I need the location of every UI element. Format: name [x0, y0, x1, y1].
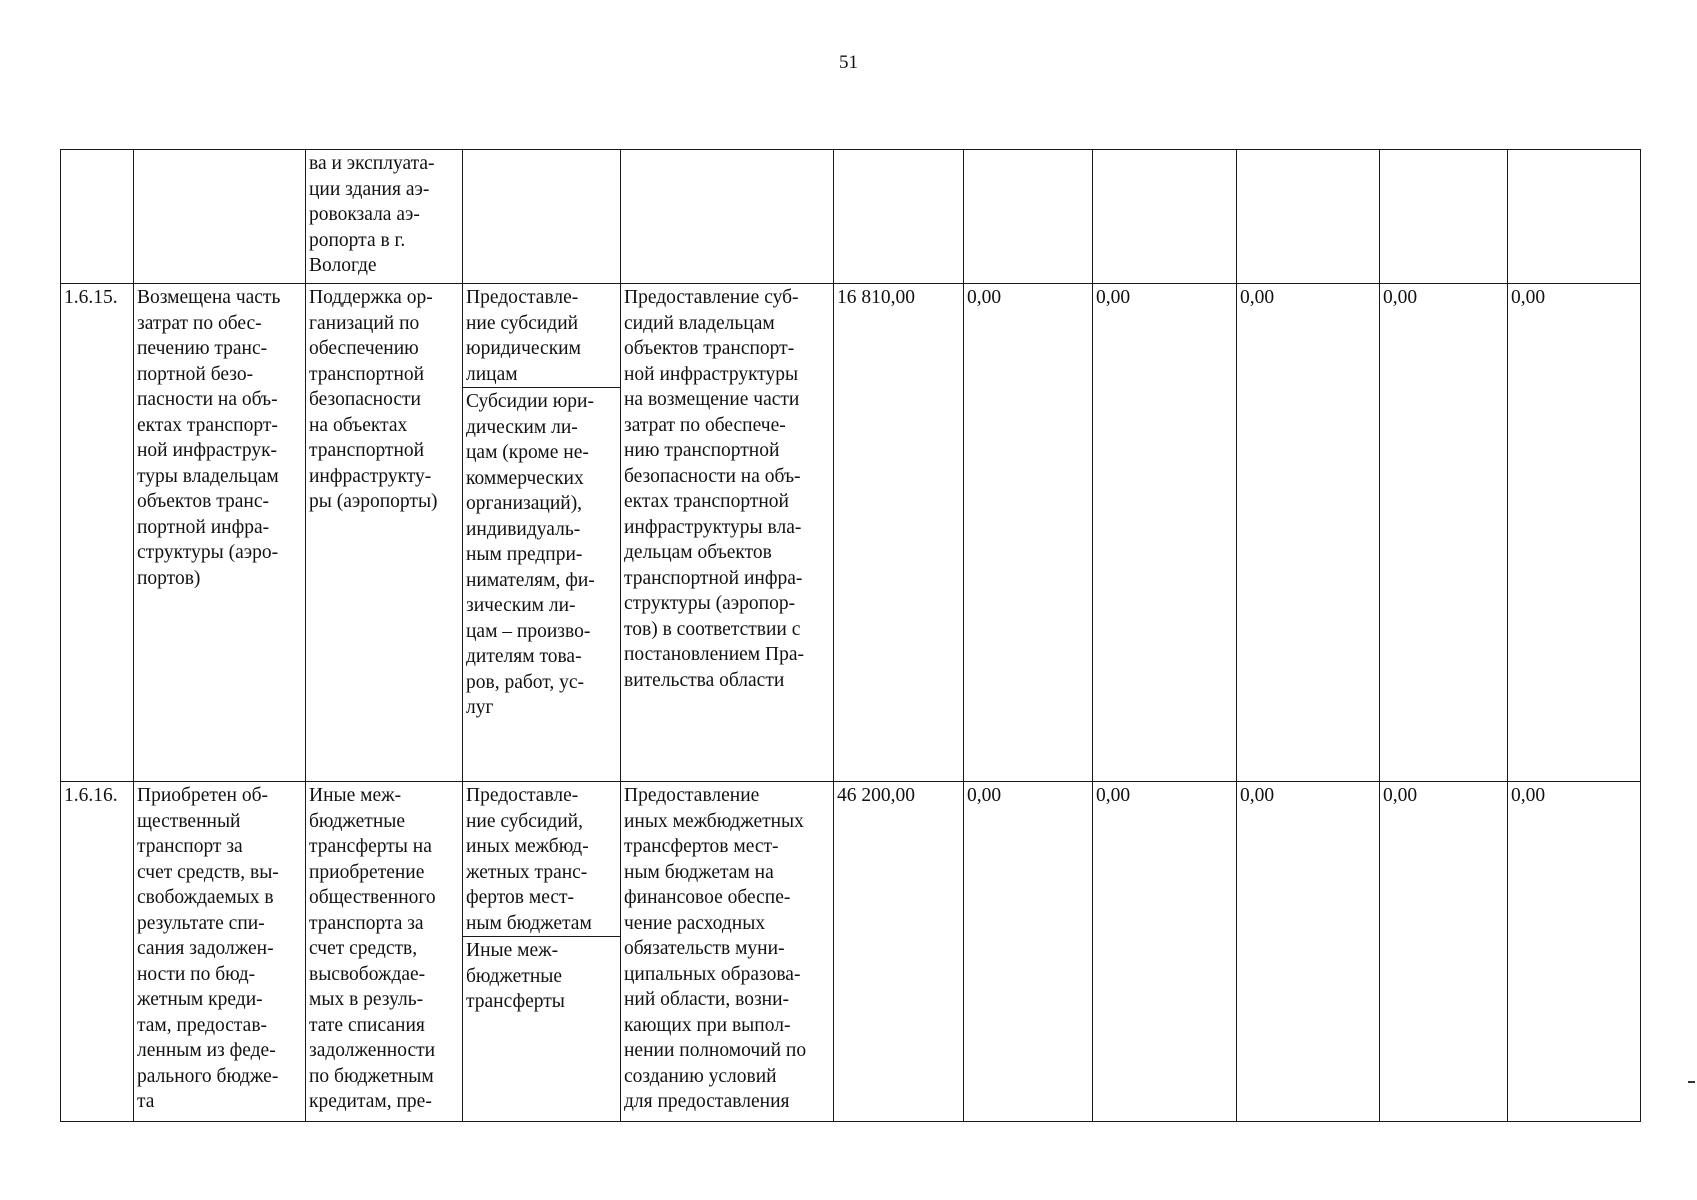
cell-type	[463, 782, 621, 1122]
cell-value: 0,00	[1237, 782, 1380, 1122]
cell-measure: Иные меж- бюджетные трансферты на приобретение общественного транспорта за счет средств, высвобождае- мых в резуль- тате списания задолженности по бюджетным кредитам, пре-	[306, 782, 463, 1122]
cell-value: 0,00	[1508, 284, 1641, 782]
cell-type-top: Предоставле- ние субсидий юридическим лицам	[463, 284, 620, 388]
cell-description	[621, 150, 834, 284]
page-number: 51	[839, 52, 858, 73]
cell-result	[134, 150, 306, 284]
cell-number: 1.6.16.	[61, 782, 134, 1122]
table-row-continuation	[61, 150, 1641, 284]
cell-value	[1380, 150, 1508, 284]
cell-value: 0,00	[964, 284, 1093, 782]
cell-number: 1.6.15.	[61, 284, 134, 782]
cell-type	[463, 284, 621, 782]
program-measures-table	[60, 149, 1641, 1122]
cell-result: Возмещена часть затрат по обес- печению транс- портной безо- пасности на объ- ектах транспорт- ной инфраструк- туры владельцам объектов транс- портной инфра- структуры (аэро- портов)	[134, 284, 306, 782]
cell-measure: ва и эксплуата- ции здания аэ- ровокзала аэ- ропорта в г. Вологде	[306, 150, 463, 284]
cell-type-top: Предоставле- ние субсидий, иных межбюд- жетных транс- фертов мест- ным бюджетам	[463, 782, 620, 937]
cell-value: 0,00	[1508, 782, 1641, 1122]
cell-value	[834, 150, 964, 284]
cell-measure: Поддержка ор- ганизаций по обеспечению транспортной безопасности на объектах транспортной инфраструкту- ры (аэропорты)	[306, 284, 463, 782]
cell-value: 0,00	[1237, 284, 1380, 782]
margin-mark	[1688, 1081, 1695, 1083]
cell-description: Предоставление иных межбюджетных трансфертов мест- ным бюджетам на финансовое обеспе- чение расходных обязательств муни- ципальных образова- ний области, возни- кающих при выпол- нении полномочий по созданию условий для предоставления	[621, 782, 834, 1122]
cell-value: 0,00	[1380, 284, 1508, 782]
cell-value	[1093, 150, 1237, 284]
cell-type-bottom: Субсидии юри- дическим ли- цам (кроме не- коммерческих организаций), индивидуаль- ным предпри- нимателям, фи- зическим ли- цам – произво- дителям това- ров, работ, ус- луг	[466, 391, 595, 718]
cell-value: 0,00	[1093, 284, 1237, 782]
cell-number	[61, 150, 134, 284]
table-row-1-6-15	[61, 284, 1641, 782]
cell-type	[463, 150, 621, 284]
cell-value	[1508, 150, 1641, 284]
cell-result: Приобретен об- щественный транспорт за счет средств, вы- свобождаемых в результате спи- сания задолжен- ности по бюд- жетным креди- там, предостав- ленным из феде- рального бюдже- та	[134, 782, 306, 1122]
cell-value: 46 200,00	[834, 782, 964, 1122]
cell-description: Предоставление суб- сидий владельцам объектов транспорт- ной инфраструктуры на возмещение части затрат по обеспече- нию транспортной безопасности на объ- ектах транспортной инфраструктуры вла- дельцам объектов транспортной инфра- структуры (аэропор- тов) в соответствии с постановлением Пра- вительства области	[621, 284, 834, 782]
table-row-1-6-16	[61, 782, 1641, 1122]
cell-value	[964, 150, 1093, 284]
cell-value: 0,00	[1380, 782, 1508, 1122]
cell-value: 0,00	[1093, 782, 1237, 1122]
cell-value	[1237, 150, 1380, 284]
cell-type-bottom: Иные меж- бюджетные трансферты	[466, 940, 565, 1012]
cell-value: 0,00	[964, 782, 1093, 1122]
cell-value: 16 810,00	[834, 284, 964, 782]
